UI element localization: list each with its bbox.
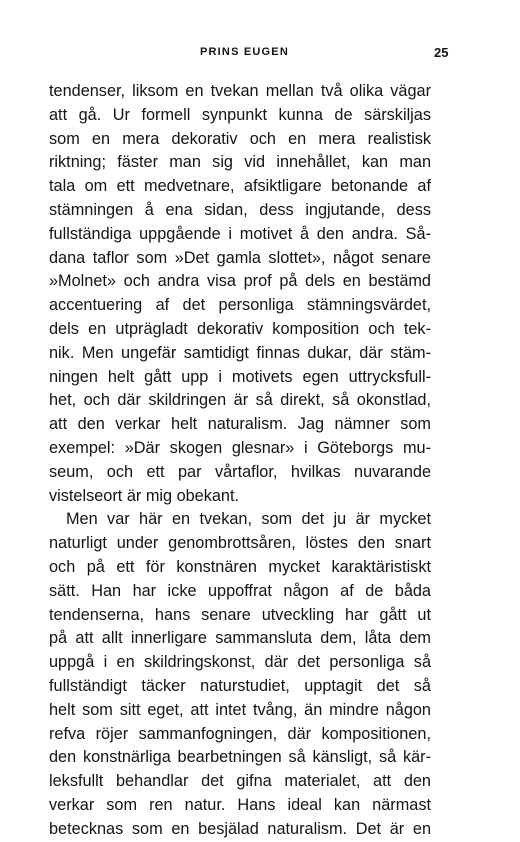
running-head	[0, 46, 520, 62]
text-line: att gå. Ur formell synpunkt kunna de särskiljas	[49, 105, 431, 124]
text-line: seum, och ett par vårtaflor, hvilkas nuvarande	[49, 462, 431, 481]
running-title: PRINS EUGEN	[200, 46, 289, 58]
text-line: helt som sitt eget, att intet tvång, än mindre någon	[49, 700, 431, 719]
paragraph-end-line: vistelseort är mig obekant.	[49, 486, 240, 505]
text-line: dels en utprägladt dekorativ komposition och tek-	[49, 319, 431, 338]
text-line: verkar som ren natur. Hans ideal kan närmast	[49, 795, 431, 814]
text-line: »Molnet» och andra visa prof på dels en bestämd	[49, 272, 431, 291]
text-line: stämningen å ena sidan, dess ingjutande, dess	[49, 200, 431, 219]
text-line: tala om ett medvetnare, afsiktligare betonande af	[49, 177, 431, 196]
text-line: uppgå i en skildringskonst, där det personliga så	[49, 653, 431, 672]
text-line: riktning; fäster man sig vid innehållet, kan man	[49, 153, 431, 172]
text-line: som en mera dekorativ och en mera realistisk	[49, 129, 431, 148]
text-line: refva röjer sammanfogningen, där kompositionen,	[49, 724, 431, 743]
text-line: tendenserna, hans senare utveckling har gått ut	[49, 605, 431, 624]
paragraph-start-line: Men var här en tvekan, som det ju är mycket	[66, 510, 431, 529]
text-line: ningen helt gått upp i motivets egen uttrycksfull-	[49, 367, 431, 386]
text-line: den konstnärliga bearbetningen så känsligt, så kär-	[49, 748, 431, 767]
text-line: på att allt innerligare sammansluta dem, låta dem	[49, 629, 431, 648]
text-line: tendenser, liksom en tvekan mellan två olika vägar	[49, 82, 431, 100]
text-line: sätt. Han har icke uppoffrat någon af de båda	[49, 581, 431, 600]
text-line: dana taflor som »Det gamla slottet», något senare	[49, 248, 431, 267]
text-line: leksfullt behandlar det gifna materialet, att den	[49, 772, 431, 791]
text-line: naturligt under genombrottsåren, löstes den snart	[49, 534, 431, 553]
text-line: het, och där skildringen är så direkt, så okonstlad,	[49, 391, 431, 410]
text-line: exempel: »Där skogen glesnar» i Göteborgs mu-	[49, 438, 431, 457]
text-line: betecknas som en besjälad naturalism. Det är en	[49, 819, 431, 838]
text-line: att den verkar helt naturalism. Jag nämner som	[49, 415, 431, 434]
page-number: 25	[434, 45, 449, 60]
text-line: accentuering af det personliga stämningsvärdet,	[49, 296, 431, 315]
text-line: och på ett för konstnären mycket karaktäristiskt	[49, 557, 431, 576]
body-text	[49, 80, 431, 842]
text-line: fullständigt täcker naturstudiet, upptagit det så	[49, 676, 431, 695]
text-line: nik. Men ungefär samtidigt finnas dukar, där stäm-	[49, 343, 431, 362]
text-line: fullständiga uppgående i motivet å den andra. Så-	[49, 224, 431, 243]
